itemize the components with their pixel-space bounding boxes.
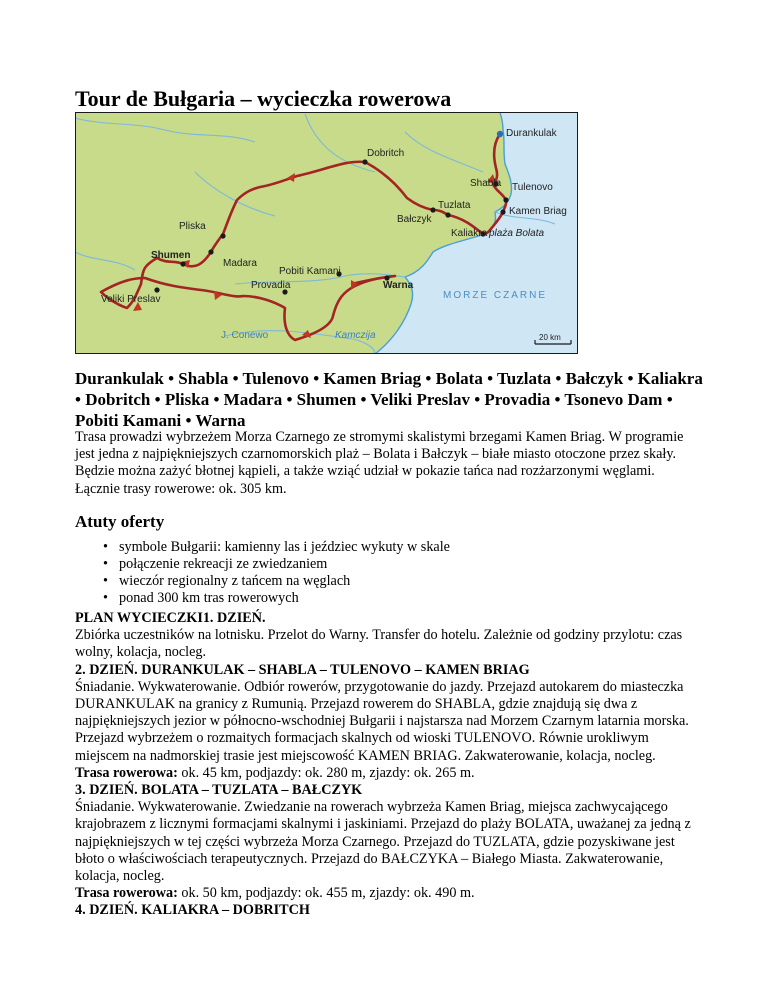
list-item-text: symbole Bułgarii: kamienny las i jeździec wykuty w skale	[119, 539, 450, 555]
label-plaza-bolata: plaża Bolata	[489, 228, 545, 239]
bullet-icon: •	[103, 590, 108, 606]
route-title: Durankulak • Shabla • Tulenovo • Kamen Briag • Bolata • Tuzlata • Bałczyk • Kaliakra • Dobritch • Pliska • Madara • Shumen • Veliki Preslav • Provadia • Tsonevo Dam • Pobiti Kamani • Warna	[75, 369, 703, 430]
list-item	[75, 590, 675, 607]
list-item-text: ponad 300 km tras rowerowych	[119, 590, 299, 606]
day1-text: Zbiórka uczestników na lotnisku. Przelot do Warny. Transfer do hotelu. Zależnie od godziny przylotu: czas wolny, kolacja, nocleg.	[75, 627, 683, 661]
label-veliki-preslav: Veliki Preslav	[101, 294, 161, 305]
label-pobiti-kamani: Pobiti Kamani	[279, 266, 341, 277]
label-kaliakra: Kaliakra	[451, 228, 488, 239]
day2-text: Śniadanie. Wykwaterowanie. Odbiór rowerów, przygotowanie do jazdy. Przejazd autokarem do miasteczka DURANKULAK na granicy z Rumunią. Przejazd rowerem do SHABLA, gdzie znajdują się dwa z najpiękniejszych jezior w północno-wschodniej Bułgarii i najstarsza nad Morzem Czarnym latarnia morska. Przejazd wybrzeżem o rozmaitych formacjach skalnych od wioski TULENOVO. Równie urokliwym miejscem na nadmorskiej trasie jest miejscowość KAMEN BRIAG. Zakwaterowanie, kolacja, nocleg.	[75, 678, 689, 764]
label-shumen: Shumen	[151, 250, 191, 261]
bullet-icon: •	[103, 539, 108, 555]
plan-heading: PLAN WYCIECZKI1. DZIEŃ.	[75, 610, 266, 626]
list-item-text: wieczór regionalny z tańcem na węglach	[119, 573, 351, 589]
day2-stats	[75, 765, 701, 782]
label-tuzlata: Tuzlata	[438, 200, 471, 211]
route-map	[75, 112, 578, 354]
label-durankulak: Durankulak	[506, 128, 557, 139]
list-item	[75, 539, 675, 556]
label-pliska: Pliska	[179, 221, 206, 232]
day4-heading: 4. DZIEŃ. KALIAKRA – DOBRITCH	[75, 902, 310, 919]
label-dobritch: Dobritch	[367, 148, 405, 159]
label-warna: Warna	[383, 280, 414, 291]
route-map-svg	[75, 112, 578, 354]
atuty-list	[75, 539, 675, 607]
label-j-conewo: J. Conewo	[221, 330, 269, 341]
label-madara: Madara	[223, 258, 257, 269]
label-kamczija: Kamczija	[335, 330, 376, 341]
label-tulenovo: Tulenovo	[512, 182, 553, 193]
label-shabla: Shabla	[470, 178, 502, 189]
bullet-icon: •	[103, 556, 108, 572]
list-item-text: połączenie rekreacji ze zwiedzaniem	[119, 556, 328, 572]
page-title: Tour de Bułgaria – wycieczka rowerowa	[75, 86, 452, 111]
day3-text: Śniadanie. Wykwaterowanie. Zwiedzanie na rowerach wybrzeża Kamen Briag, miejsca zachwycającego krajobrazem z licznymi formacjami skalnymi i jaskiniami. Przejazd do plaży BOLATA, uważanej za jedną z najpiękniejszych w tej części wybrzeża Morza Czarnego. Przejazd do TUZLATA, gdzie pozyskiwane jest błoto o właściwościach terapeutycznych. Przejazd do BAŁCZYKA – Białego Miasta. Zakwaterowanie, kolacja, nocleg.	[75, 799, 691, 885]
plan-section	[75, 610, 701, 920]
list-item	[75, 556, 675, 573]
scale-label: 20 km	[539, 333, 561, 342]
day2-stats-value: ok. 45 km, podjazdy: ok. 280 m, zjazdy: ok. 265 m.	[177, 764, 475, 781]
atuty-heading: Atuty oferty	[75, 512, 165, 531]
day3-stats	[75, 885, 701, 902]
bullet-icon: •	[103, 573, 108, 589]
day3-heading: 3. DZIEŃ. BOLATA – TUZLATA – BAŁCZYK	[75, 782, 363, 799]
day3-stats-value: ok. 50 km, podjazdy: ok. 455 m, zjazdy: ok. 490 m.	[177, 885, 475, 902]
day2-stats-label: Trasa rowerowa:	[75, 764, 178, 781]
intro-paragraph: Trasa prowadzi wybrzeżem Morza Czarnego ze stromymi skalistymi brzegami Kamen Briag. W programie jest jedna z najpiękniejszych czarnomorskich plaż – Bolata i Bałczyk – białe miasto otoczone przez skały. Będzie można zażyć błotnej kąpieli, a także wziąć udział w pokazie tańca nad rozżarzonymi węglami. Łącznie trasy rowerowe: ok. 305 km.	[75, 429, 684, 497]
list-item	[75, 573, 675, 590]
label-balczyk: Bałczyk	[397, 214, 432, 225]
label-kamen-briag: Kamen Briag	[509, 206, 567, 217]
label-morze-czarne: MORZE CZARNE	[443, 290, 547, 301]
label-provadia: Provadia	[251, 280, 291, 291]
day2-heading: 2. DZIEŃ. DURANKULAK – SHABLA – TULENOVO – KAMEN BRIAG	[75, 661, 530, 678]
day3-stats-label: Trasa rowerowa:	[75, 885, 178, 902]
